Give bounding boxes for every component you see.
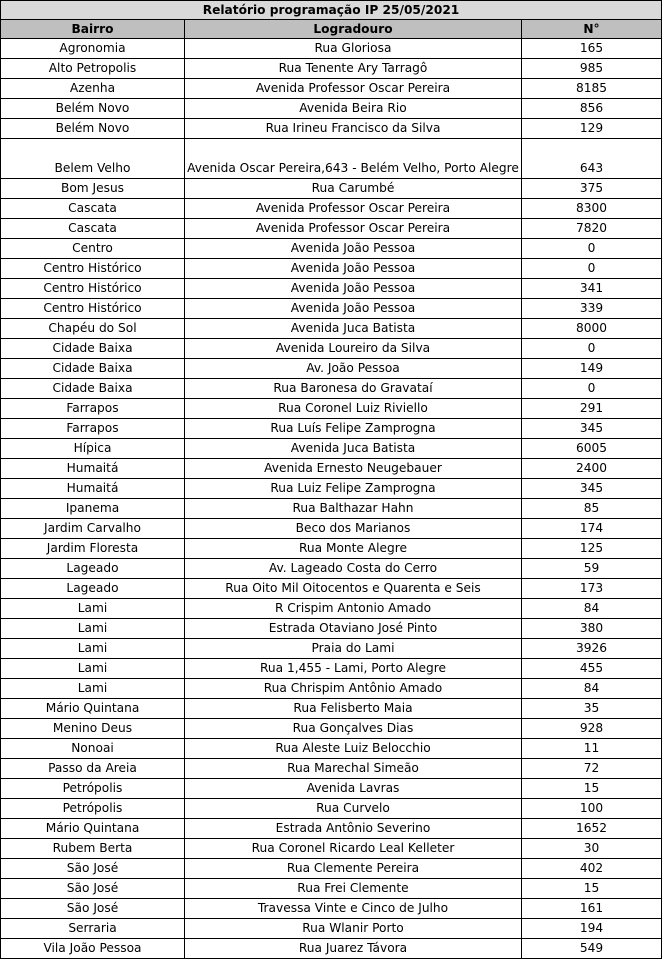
bairro-cell: Cascata (1, 199, 185, 219)
header-bairro: Bairro (1, 20, 185, 39)
bairro-cell: Belém Novo (1, 119, 185, 139)
table-row (1, 59, 662, 79)
header-numero: N° (522, 20, 662, 39)
logradouro-cell: Rua Juarez Távora (185, 939, 522, 959)
bairro-cell: Rubem Berta (1, 839, 185, 859)
logradouro-cell: Rua Luiz Felipe Zamprogna (185, 479, 522, 499)
bairro-cell: Lageado (1, 579, 185, 599)
numero-cell: 149 (522, 359, 662, 379)
table-row (1, 659, 662, 679)
table-row (1, 99, 662, 119)
table-row (1, 79, 662, 99)
table-row (1, 859, 662, 879)
logradouro-cell: Avenida Professor Oscar Pereira (185, 79, 522, 99)
numero-cell: 0 (522, 239, 662, 259)
numero-cell: 165 (522, 39, 662, 59)
bairro-cell: Azenha (1, 79, 185, 99)
logradouro-cell: Avenida Lavras (185, 779, 522, 799)
bairro-cell: Vila João Pessoa (1, 939, 185, 959)
numero-cell: 174 (522, 519, 662, 539)
table-row (1, 599, 662, 619)
numero-cell: 59 (522, 559, 662, 579)
numero-cell: 291 (522, 399, 662, 419)
bairro-cell: Lami (1, 599, 185, 619)
table-row (1, 379, 662, 399)
bairro-cell: São José (1, 879, 185, 899)
report-body (1, 1, 662, 959)
bairro-cell: Centro (1, 239, 185, 259)
bairro-cell: Hípica (1, 439, 185, 459)
table-row (1, 619, 662, 639)
bairro-cell: Serraria (1, 919, 185, 939)
bairro-cell: Farrapos (1, 419, 185, 439)
numero-cell: 928 (522, 719, 662, 739)
table-row (1, 639, 662, 659)
table-row (1, 139, 662, 179)
logradouro-cell: Rua Clemente Pereira (185, 859, 522, 879)
numero-cell: 2400 (522, 459, 662, 479)
logradouro-cell: Rua Coronel Ricardo Leal Kelleter (185, 839, 522, 859)
bairro-cell: São José (1, 859, 185, 879)
bairro-cell: Cascata (1, 219, 185, 239)
bairro-cell: Menino Deus (1, 719, 185, 739)
numero-cell: 0 (522, 259, 662, 279)
numero-cell: 380 (522, 619, 662, 639)
numero-cell: 985 (522, 59, 662, 79)
bairro-cell: Humaitá (1, 459, 185, 479)
table-row (1, 759, 662, 779)
table-row (1, 579, 662, 599)
numero-cell: 455 (522, 659, 662, 679)
logradouro-cell: Avenida João Pessoa (185, 279, 522, 299)
logradouro-cell: Praia do Lami (185, 639, 522, 659)
logradouro-cell: Rua Irineu Francisco da Silva (185, 119, 522, 139)
numero-cell: 375 (522, 179, 662, 199)
numero-cell: 341 (522, 279, 662, 299)
bairro-cell: Mário Quintana (1, 699, 185, 719)
table-row (1, 399, 662, 419)
numero-cell: 402 (522, 859, 662, 879)
numero-cell: 643 (522, 139, 662, 179)
logradouro-cell: Rua Curvelo (185, 799, 522, 819)
logradouro-cell: Rua Marechal Simeão (185, 759, 522, 779)
logradouro-cell: R Crispim Antonio Amado (185, 599, 522, 619)
bairro-cell: Passo da Areia (1, 759, 185, 779)
bairro-cell: Farrapos (1, 399, 185, 419)
numero-cell: 30 (522, 839, 662, 859)
table-row (1, 359, 662, 379)
logradouro-cell: Rua Tenente Ary Tarragô (185, 59, 522, 79)
bairro-cell: Lami (1, 619, 185, 639)
numero-cell: 0 (522, 379, 662, 399)
numero-cell: 3926 (522, 639, 662, 659)
numero-cell: 8185 (522, 79, 662, 99)
numero-cell: 15 (522, 779, 662, 799)
numero-cell: 345 (522, 479, 662, 499)
numero-cell: 11 (522, 739, 662, 759)
bairro-cell: Humaitá (1, 479, 185, 499)
numero-cell: 100 (522, 799, 662, 819)
bairro-cell: Cidade Baixa (1, 359, 185, 379)
numero-cell: 173 (522, 579, 662, 599)
table-row (1, 679, 662, 699)
bairro-cell: Jardim Carvalho (1, 519, 185, 539)
logradouro-cell: Rua Felisberto Maia (185, 699, 522, 719)
logradouro-cell: Rua Balthazar Hahn (185, 499, 522, 519)
bairro-cell: Alto Petropolis (1, 59, 185, 79)
table-row (1, 39, 662, 59)
numero-cell: 129 (522, 119, 662, 139)
bairro-cell: Lageado (1, 559, 185, 579)
table-row (1, 279, 662, 299)
bairro-cell: Chapéu do Sol (1, 319, 185, 339)
logradouro-cell: Rua Baronesa do Gravataí (185, 379, 522, 399)
numero-cell: 7820 (522, 219, 662, 239)
table-row (1, 439, 662, 459)
logradouro-cell: Avenida Professor Oscar Pereira (185, 199, 522, 219)
table-row (1, 719, 662, 739)
bairro-cell: Jardim Floresta (1, 539, 185, 559)
numero-cell: 345 (522, 419, 662, 439)
table-row (1, 559, 662, 579)
numero-cell: 161 (522, 899, 662, 919)
bairro-cell: Belem Velho (1, 139, 185, 179)
logradouro-cell: Rua Luís Felipe Zamprogna (185, 419, 522, 439)
logradouro-cell: Av. Lageado Costa do Cerro (185, 559, 522, 579)
table-row (1, 739, 662, 759)
bairro-cell: Lami (1, 639, 185, 659)
numero-cell: 339 (522, 299, 662, 319)
logradouro-cell: Rua Wlanir Porto (185, 919, 522, 939)
numero-cell: 84 (522, 599, 662, 619)
table-row (1, 699, 662, 719)
numero-cell: 1652 (522, 819, 662, 839)
bairro-cell: Mário Quintana (1, 819, 185, 839)
bairro-cell: Lami (1, 659, 185, 679)
numero-cell: 72 (522, 759, 662, 779)
logradouro-cell: Avenida Juca Batista (185, 319, 522, 339)
table-row (1, 419, 662, 439)
logradouro-cell: Avenida Professor Oscar Pereira (185, 219, 522, 239)
logradouro-cell: Av. João Pessoa (185, 359, 522, 379)
title-row (1, 1, 662, 20)
logradouro-cell: Estrada Antônio Severino (185, 819, 522, 839)
table-row (1, 779, 662, 799)
table-row (1, 519, 662, 539)
table-row (1, 319, 662, 339)
table-row (1, 119, 662, 139)
logradouro-cell: Avenida Loureiro da Silva (185, 339, 522, 359)
bairro-cell: Petrópolis (1, 799, 185, 819)
logradouro-cell: Avenida Beira Rio (185, 99, 522, 119)
logradouro-cell: Rua Frei Clemente (185, 879, 522, 899)
bairro-cell: Lami (1, 679, 185, 699)
logradouro-cell: Rua Oito Mil Oitocentos e Quarenta e Seis (185, 579, 522, 599)
table-row (1, 179, 662, 199)
table-row (1, 259, 662, 279)
logradouro-cell: Rua Chrispim Antônio Amado (185, 679, 522, 699)
bairro-cell: Nonoai (1, 739, 185, 759)
logradouro-cell: Avenida Juca Batista (185, 439, 522, 459)
logradouro-cell: Avenida João Pessoa (185, 299, 522, 319)
numero-cell: 549 (522, 939, 662, 959)
table-row (1, 239, 662, 259)
numero-cell: 15 (522, 879, 662, 899)
logradouro-cell: Travessa Vinte e Cinco de Julho (185, 899, 522, 919)
bairro-cell: São José (1, 899, 185, 919)
bairro-cell: Cidade Baixa (1, 379, 185, 399)
numero-cell: 125 (522, 539, 662, 559)
numero-cell: 194 (522, 919, 662, 939)
numero-cell: 35 (522, 699, 662, 719)
logradouro-cell: Avenida João Pessoa (185, 239, 522, 259)
logradouro-cell: Rua Gonçalves Dias (185, 719, 522, 739)
table-row (1, 919, 662, 939)
table-row (1, 879, 662, 899)
bairro-cell: Agronomia (1, 39, 185, 59)
table-row (1, 799, 662, 819)
table-row (1, 459, 662, 479)
header-row (1, 20, 662, 39)
bairro-cell: Centro Histórico (1, 259, 185, 279)
logradouro-cell: Rua Aleste Luiz Belocchio (185, 739, 522, 759)
bairro-cell: Centro Histórico (1, 279, 185, 299)
logradouro-cell: Avenida Ernesto Neugebauer (185, 459, 522, 479)
logradouro-cell: Rua Gloriosa (185, 39, 522, 59)
table-row (1, 939, 662, 959)
report-title: Relatório programação IP 25/05/2021 (1, 1, 662, 20)
bairro-cell: Centro Histórico (1, 299, 185, 319)
table-row (1, 199, 662, 219)
logradouro-cell: Beco dos Marianos (185, 519, 522, 539)
numero-cell: 0 (522, 339, 662, 359)
logradouro-cell: Rua Coronel Luiz Riviello (185, 399, 522, 419)
table-row (1, 899, 662, 919)
numero-cell: 6005 (522, 439, 662, 459)
bairro-cell: Ipanema (1, 499, 185, 519)
table-row (1, 339, 662, 359)
bairro-cell: Belém Novo (1, 99, 185, 119)
logradouro-cell: Estrada Otaviano José Pinto (185, 619, 522, 639)
logradouro-cell: Avenida João Pessoa (185, 259, 522, 279)
numero-cell: 8000 (522, 319, 662, 339)
bairro-cell: Bom Jesus (1, 179, 185, 199)
table-row (1, 299, 662, 319)
numero-cell: 85 (522, 499, 662, 519)
table-row (1, 839, 662, 859)
table-row (1, 219, 662, 239)
numero-cell: 84 (522, 679, 662, 699)
table-row (1, 499, 662, 519)
logradouro-cell: Rua 1,455 - Lami, Porto Alegre (185, 659, 522, 679)
table-row (1, 479, 662, 499)
logradouro-cell: Avenida Oscar Pereira,643 - Belém Velho, Porto Alegre (185, 139, 522, 179)
table-row (1, 819, 662, 839)
bairro-cell: Petrópolis (1, 779, 185, 799)
logradouro-cell: Rua Monte Alegre (185, 539, 522, 559)
bairro-cell: Cidade Baixa (1, 339, 185, 359)
logradouro-cell: Rua Carumbé (185, 179, 522, 199)
header-logradouro: Logradouro (185, 20, 522, 39)
numero-cell: 8300 (522, 199, 662, 219)
numero-cell: 856 (522, 99, 662, 119)
table-row (1, 539, 662, 559)
